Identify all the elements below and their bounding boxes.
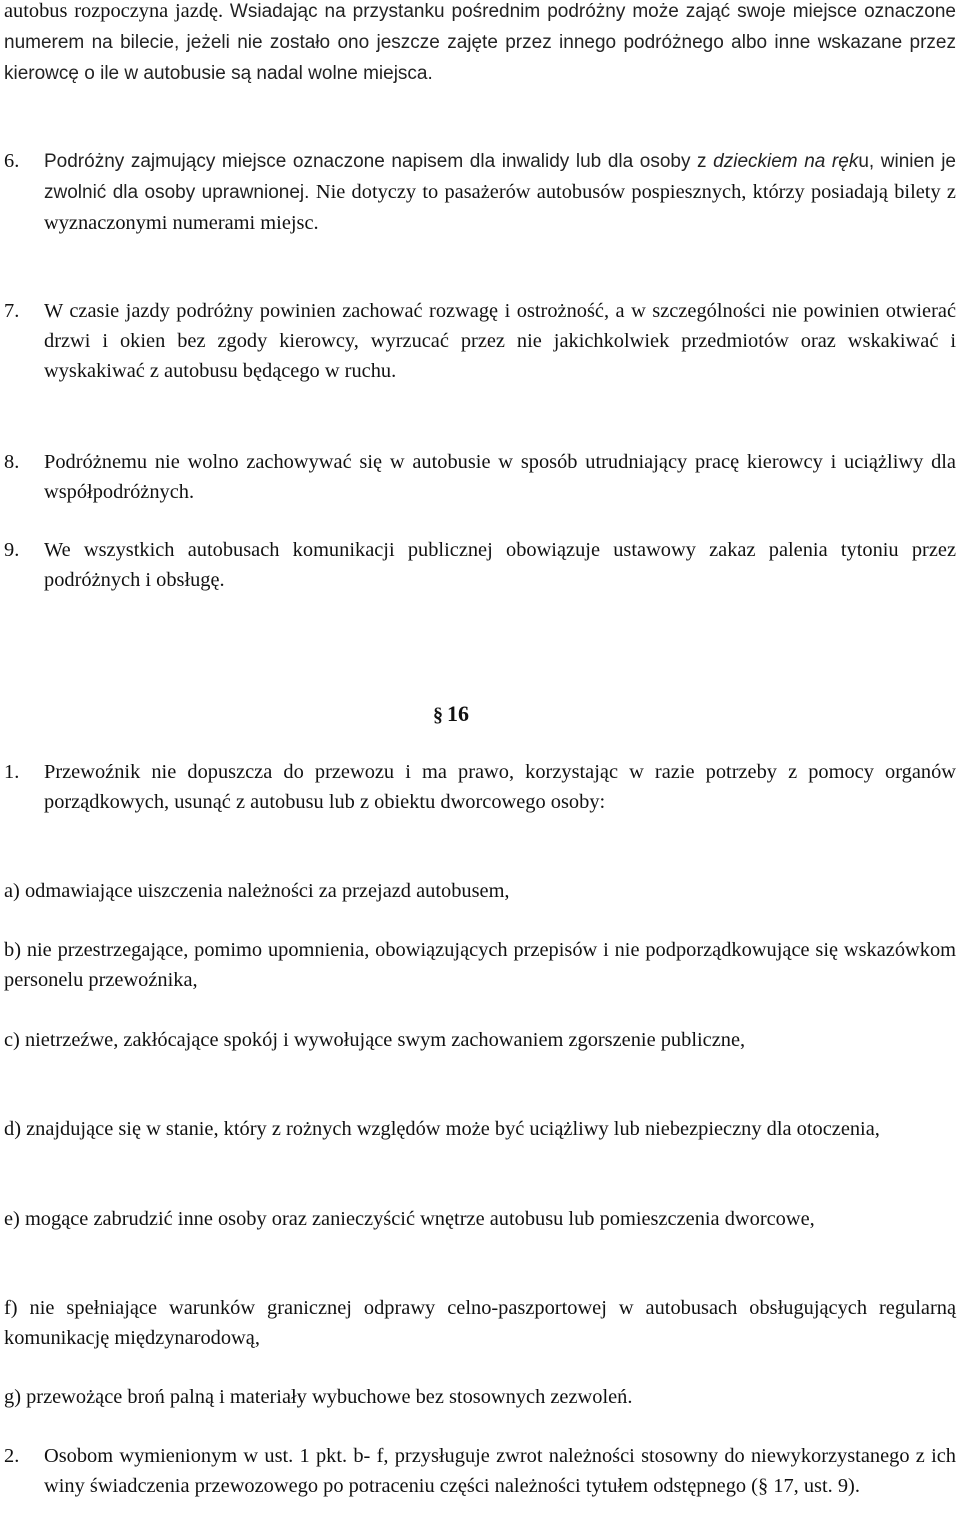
section-number: 16 — [447, 701, 469, 726]
list-item-b: b) nie przestrzegające, pomimo upomnienia, obowiązujących przepisów i nie podporządkowujące się wskazówkom personelu przewoźnika, — [4, 939, 956, 991]
section-symbol: § — [433, 704, 443, 726]
paragraph-8-text: Podróżnemu nie wolno zachowywać się w autobusie w sposób utrudniający pracę kierowcy i uciążliwy dla współpodróżnych. — [44, 451, 956, 503]
paragraph-7-number: 7. — [4, 300, 20, 322]
section-16-point-1-text: Przewoźnik nie dopuszcza do przewozu i ma prawo, korzystając w razie potrzeby z pomocy organów porządkowych, usunąć z autobusu lub z obiektu dworcowego osoby: — [44, 761, 956, 813]
section-16-point-1 — [4, 757, 956, 817]
paragraph-7-text: W czasie jazdy podróżny powinien zachować rozwagę i ostrożność, a w szczególności nie powinien otwierać drzwi i okien bez zgody kierowcy, wyrzucać przez nie jakichkolwiek przedmiotów oraz wskakiwać i wyskakiwać z autobusu będącego w ruchu. — [44, 300, 956, 382]
list-item-e: e) mogące zabrudzić inne osoby oraz zanieczyścić wnętrze autobusu lub pomieszczenia dworcowe, — [4, 1208, 815, 1230]
paragraph-8-number: 8. — [4, 451, 20, 473]
paragraph-6-number: 6. — [4, 150, 20, 172]
intro-text-sans: Wsiadając na przystanku pośrednim podróżny może zająć swoje miejsce oznaczone numerem na bilecie, jeżeli nie zostało ono jeszcze zajęte przez innego podróżnego albo inne wskazane przez kierowcę o ile w autobusie są nadal wolne miejsca. — [4, 1, 956, 84]
paragraph-6 — [4, 146, 956, 238]
list-item-a: a) odmawiające uiszczenia należności za przejazd autobusem, — [4, 880, 510, 902]
section-heading — [433, 697, 469, 732]
section-16-point-2 — [4, 1441, 956, 1501]
list-item-f: f) nie spełniające warunków granicznej odprawy celno-paszportowej w autobusach obsługujących regularną komunikację międzynarodową, — [4, 1297, 956, 1349]
list-item-g: g) przewożące broń palną i materiały wybuchowe bez stosownych zezwoleń. — [4, 1386, 633, 1408]
list-item-c: c) nietrzeźwe, zakłócające spokój i wywołujące swym zachowaniem zgorszenie publiczne, — [4, 1029, 746, 1051]
paragraph-6-text-italic: dzieckiem na ręk — [713, 151, 859, 172]
list-item-d: d) znajdujące się w stanie, który z rożnych względów może być uciążliwy lub niebezpieczny dla otoczenia, — [4, 1118, 880, 1140]
paragraph-6-text-sans-end: u, winien je zwolnić dla osoby uprawnionej. — [44, 151, 956, 203]
section-16-point-2-number: 2. — [4, 1445, 20, 1467]
paragraph-6-text-sans: Podróżny zajmujący miejsce oznaczone napisem dla inwalidy lub dla osoby z — [44, 151, 714, 172]
paragraph-6-text-serif: Nie dotyczy to pasażerów autobusów pospiesznych, którzy posiadają bilety z wyznaczonymi numerami miejsc. — [44, 181, 956, 234]
paragraph-9-number: 9. — [4, 539, 20, 561]
section-16-point-2-text: Osobom wymienionym w ust. 1 pkt. b- f, przysługuje zwrot należności stosowny do niewykorzystanego z ich winy świadczenia przewozowego po potraceniu części należności tytułem odstępnego (§ 17, ust. 9). — [44, 1445, 956, 1497]
section-16-point-1-number: 1. — [4, 761, 20, 783]
intro-paragraph — [4, 0, 956, 89]
intro-text-serif: autobus rozpoczyna jazdę. — [4, 0, 230, 22]
paragraph-7 — [4, 296, 956, 386]
paragraph-9-text: We wszystkich autobusach komunikacji publicznej obowiązuje ustawowy zakaz palenia tytoniu przez podróżnych i obsługę. — [44, 539, 956, 591]
paragraph-9 — [4, 535, 956, 595]
paragraph-8 — [4, 447, 956, 507]
